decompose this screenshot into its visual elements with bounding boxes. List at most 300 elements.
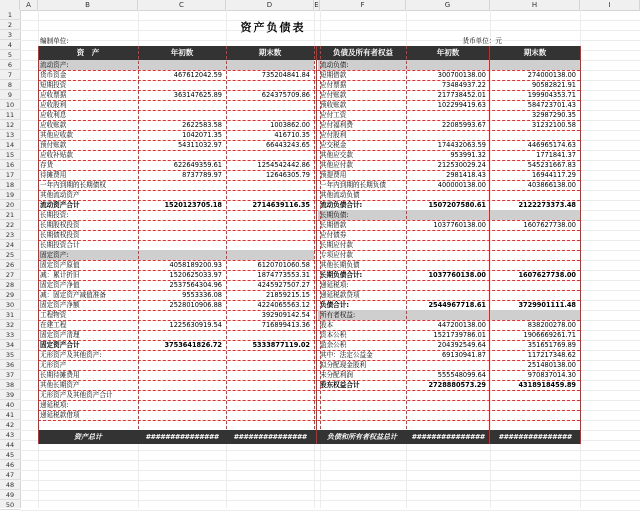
liab-total-label: 负债和所有者权益总计 xyxy=(327,433,397,441)
row-header-29[interactable]: 29 xyxy=(0,290,20,300)
liability-end-value[interactable]: 4318918459.89 xyxy=(518,381,576,389)
liability-end-value[interactable]: 32987290.35 xyxy=(531,111,576,119)
asset-end-value[interactable]: 735204841.84 xyxy=(261,71,310,79)
asset-label[interactable]: 固定资产清理 xyxy=(40,331,80,339)
column-header-a[interactable]: A xyxy=(20,0,38,10)
liability-begin-value[interactable]: 1521739786.01 xyxy=(433,331,486,339)
header-begin-liabilities: 年初数 xyxy=(436,48,460,57)
row-header-3[interactable]: 3 xyxy=(0,30,20,40)
liability-label[interactable]: 拟分配现金股利 xyxy=(320,361,367,369)
asset-label[interactable]: 长期投资合计 xyxy=(40,241,80,249)
asset-end-value[interactable]: 4224065563.12 xyxy=(257,301,310,309)
asset-label[interactable]: 长期股权投资 xyxy=(40,221,80,229)
liability-label[interactable]: 预提费用 xyxy=(320,171,347,179)
row-header-42[interactable]: 42 xyxy=(0,420,20,430)
asset-begin-value[interactable]: 9553336.08 xyxy=(182,291,222,299)
asset-begin-value[interactable]: 2528010906.88 xyxy=(169,301,222,309)
row-header-48[interactable]: 48 xyxy=(0,480,20,490)
liability-begin-value[interactable] xyxy=(406,231,486,239)
liability-begin-value[interactable]: 204392549.64 xyxy=(437,341,486,349)
asset-end-value[interactable] xyxy=(226,371,310,379)
liability-label[interactable]: 应付工资 xyxy=(320,111,347,119)
liability-begin-value[interactable]: 555548099.64 xyxy=(437,371,486,379)
header-end-liabilities: 期末数 xyxy=(523,48,547,57)
liability-end-value[interactable]: 446965174.63 xyxy=(527,141,576,149)
liability-label[interactable]: 所有者权益: xyxy=(320,311,356,319)
liability-begin-value[interactable]: 2981418.43 xyxy=(446,171,486,179)
liability-begin-value[interactable] xyxy=(406,361,486,369)
asset-end-value[interactable]: 716899413.36 xyxy=(261,321,310,329)
liability-label[interactable]: 应交税金 xyxy=(320,141,347,149)
asset-end-value[interactable] xyxy=(226,61,310,69)
asset-total-end[interactable]: ############### xyxy=(233,433,307,441)
liability-label[interactable]: 其他应付款 xyxy=(320,161,353,169)
asset-begin-value[interactable] xyxy=(138,381,222,389)
row-header-bar xyxy=(0,10,21,508)
liability-begin-value[interactable] xyxy=(406,241,486,249)
liability-begin-value[interactable] xyxy=(406,401,486,409)
liability-begin-value[interactable] xyxy=(406,281,486,289)
liability-begin-value[interactable]: 1037760138.00 xyxy=(433,221,486,229)
asset-label[interactable]: 存货 xyxy=(40,161,54,169)
asset-label[interactable]: 固定资产净额 xyxy=(40,301,80,309)
liability-label[interactable]: 递延税款贷项 xyxy=(320,291,360,299)
row-header-19[interactable]: 19 xyxy=(0,190,20,200)
liability-label[interactable]: 递延税项: xyxy=(320,281,349,289)
liability-begin-value[interactable] xyxy=(406,411,486,419)
liability-label[interactable]: 短期借款 xyxy=(320,71,347,79)
asset-begin-value[interactable] xyxy=(138,331,222,339)
row-header-45[interactable]: 45 xyxy=(0,450,20,460)
asset-end-value[interactable]: 66443243.65 xyxy=(265,141,310,149)
liability-end-value[interactable]: 2122273373.48 xyxy=(518,201,576,209)
row-header-23[interactable]: 23 xyxy=(0,230,20,240)
liability-begin-value[interactable] xyxy=(406,111,486,119)
row-header-21[interactable]: 21 xyxy=(0,210,20,220)
asset-begin-value[interactable]: 3753641826.72 xyxy=(164,341,222,349)
row-header-16[interactable]: 16 xyxy=(0,160,20,170)
liability-begin-value[interactable]: 22085993.67 xyxy=(441,121,486,129)
liability-end-value[interactable]: 1607627738.00 xyxy=(518,271,576,279)
row-header-11[interactable]: 11 xyxy=(0,110,20,120)
liability-end-value[interactable]: 199904353.71 xyxy=(527,91,576,99)
liability-begin-value[interactable] xyxy=(406,211,486,219)
row-header-28[interactable]: 28 xyxy=(0,280,20,290)
asset-label[interactable]: 长期债权投资 xyxy=(40,231,80,239)
row-header-44[interactable]: 44 xyxy=(0,440,20,450)
liability-label[interactable] xyxy=(320,391,406,399)
liability-label[interactable]: 应付票据 xyxy=(320,81,347,89)
asset-begin-value[interactable] xyxy=(138,191,222,199)
liability-end-value[interactable]: 1607627738.00 xyxy=(523,221,576,229)
liability-end-value[interactable]: 403866138.00 xyxy=(527,181,576,189)
liability-label[interactable]: 长期应付款 xyxy=(320,241,353,249)
asset-begin-value[interactable] xyxy=(138,361,222,369)
asset-begin-value[interactable] xyxy=(138,401,222,409)
liability-label[interactable]: 应付账款 xyxy=(320,91,347,99)
liability-begin-value[interactable]: 953991.32 xyxy=(450,151,486,159)
asset-label[interactable]: 在建工程 xyxy=(40,321,67,329)
asset-begin-value[interactable]: 8737789.97 xyxy=(182,171,222,179)
asset-begin-value[interactable]: 1225630919.54 xyxy=(169,321,222,329)
row-header-43[interactable]: 43 xyxy=(0,430,20,440)
asset-label[interactable]: 其他流动资产 xyxy=(40,191,80,199)
asset-label[interactable]: 工程物资 xyxy=(40,311,67,319)
liability-label[interactable]: 流动负债合计: xyxy=(320,201,363,209)
row-header-46[interactable]: 46 xyxy=(0,460,20,470)
row-header-5[interactable]: 5 xyxy=(0,50,20,60)
liability-label[interactable]: 其他长期负债 xyxy=(320,261,360,269)
liability-begin-value[interactable] xyxy=(406,191,486,199)
row-header-33[interactable]: 33 xyxy=(0,330,20,340)
liability-begin-value[interactable] xyxy=(406,61,486,69)
liability-label[interactable]: 流动负债: xyxy=(320,61,349,69)
asset-label[interactable]: 固定资产: xyxy=(40,251,69,259)
asset-begin-value[interactable]: 1520123705.18 xyxy=(164,201,222,209)
column-divider xyxy=(406,46,407,444)
liability-label[interactable] xyxy=(320,411,406,419)
asset-begin-value[interactable] xyxy=(138,391,222,399)
column-header-b[interactable]: B xyxy=(38,0,138,10)
liability-end-value[interactable] xyxy=(490,191,576,199)
liability-label[interactable]: 应付福利费 xyxy=(320,121,353,129)
asset-end-value[interactable] xyxy=(226,231,310,239)
asset-label[interactable]: 递延税款借项 xyxy=(40,411,80,419)
asset-end-value[interactable] xyxy=(226,221,310,229)
liability-end-value[interactable]: 16944117.29 xyxy=(531,171,576,179)
liability-end-value[interactable] xyxy=(490,241,576,249)
liability-begin-value[interactable] xyxy=(406,261,486,269)
liability-begin-value[interactable] xyxy=(406,311,486,319)
column-header-h[interactable]: H xyxy=(490,0,580,10)
asset-end-value[interactable] xyxy=(226,191,310,199)
asset-label[interactable]: 流动资产: xyxy=(40,61,69,69)
asset-label[interactable]: 流动资产合计 xyxy=(40,201,80,209)
liability-end-value[interactable]: 838200278.00 xyxy=(527,321,576,329)
liability-label[interactable]: 盈余公积 xyxy=(320,341,347,349)
row-header-47[interactable]: 47 xyxy=(0,470,20,480)
asset-end-value[interactable]: 5333877119.02 xyxy=(252,341,310,349)
asset-label[interactable]: 长期待摊费用 xyxy=(40,371,80,379)
asset-end-value[interactable] xyxy=(226,181,310,189)
gridline-row xyxy=(20,490,640,491)
liability-label[interactable]: 负债合计: xyxy=(320,301,350,309)
liability-begin-value[interactable]: 73484937.22 xyxy=(441,81,486,89)
asset-label[interactable]: 应收票据 xyxy=(40,91,67,99)
center-table-border xyxy=(316,46,317,444)
row-header-35[interactable]: 35 xyxy=(0,350,20,360)
row-header-31[interactable]: 31 xyxy=(0,310,20,320)
asset-end-value[interactable] xyxy=(226,251,310,259)
liability-label[interactable] xyxy=(320,401,406,409)
row-header-37[interactable]: 37 xyxy=(0,370,20,380)
liability-end-value[interactable] xyxy=(490,391,576,399)
asset-begin-value[interactable] xyxy=(138,251,222,259)
row-header-25[interactable]: 25 xyxy=(0,250,20,260)
liability-begin-value[interactable] xyxy=(406,291,486,299)
asset-label[interactable]: 应收股利 xyxy=(40,101,67,109)
liability-end-value[interactable]: 31232100.58 xyxy=(531,121,576,129)
asset-begin-value[interactable] xyxy=(138,61,222,69)
liability-end-value[interactable] xyxy=(490,261,576,269)
liability-begin-value[interactable]: 217738452.01 xyxy=(437,91,486,99)
asset-begin-value[interactable]: 54311032.97 xyxy=(177,141,222,149)
liability-label[interactable]: 长期负债合计: xyxy=(320,271,363,279)
asset-end-value[interactable] xyxy=(226,81,310,89)
liability-begin-value[interactable]: 300700138.00 xyxy=(437,71,486,79)
column-header-g[interactable]: G xyxy=(406,0,490,10)
asset-end-value[interactable]: 2714639116.35 xyxy=(252,201,310,209)
column-divider xyxy=(320,46,321,444)
liability-end-value[interactable]: 584723701.43 xyxy=(527,101,576,109)
liability-begin-value[interactable] xyxy=(406,251,486,259)
column-divider xyxy=(226,46,227,444)
asset-label[interactable]: 固定资产净值 xyxy=(40,281,80,289)
asset-end-value[interactable] xyxy=(226,241,310,249)
liability-end-value[interactable] xyxy=(490,251,576,259)
asset-label[interactable]: 应收补贴款 xyxy=(40,151,73,159)
liability-end-value[interactable] xyxy=(490,61,576,69)
row-header-20[interactable]: 20 xyxy=(0,200,20,210)
liability-label[interactable]: 其他流动负债 xyxy=(320,191,360,199)
liability-end-value[interactable] xyxy=(490,311,576,319)
asset-label[interactable]: 减：累计折旧 xyxy=(40,271,80,279)
asset-end-value[interactable] xyxy=(226,391,310,399)
asset-end-value[interactable] xyxy=(226,351,310,359)
asset-begin-value[interactable]: 363147625.89 xyxy=(173,91,222,99)
asset-label[interactable]: 待摊费用 xyxy=(40,171,67,179)
row-header-40[interactable]: 40 xyxy=(0,400,20,410)
gridline-row xyxy=(20,470,640,471)
liability-label[interactable]: 其中：法定公益金 xyxy=(320,351,373,359)
liability-end-value[interactable]: 970837014.30 xyxy=(527,371,576,379)
row-header-32[interactable]: 32 xyxy=(0,320,20,330)
asset-end-value[interactable]: 6120701060.58 xyxy=(257,261,310,269)
liability-label[interactable]: 其他应交款 xyxy=(320,151,353,159)
asset-begin-value[interactable] xyxy=(138,101,222,109)
row-header-30[interactable]: 30 xyxy=(0,300,20,310)
asset-end-value[interactable] xyxy=(226,401,310,409)
row-header-4[interactable]: 4 xyxy=(0,40,20,50)
liability-label[interactable]: 股本 xyxy=(320,321,334,329)
asset-end-value[interactable] xyxy=(226,111,310,119)
row-header-2[interactable]: 2 xyxy=(0,20,20,30)
asset-begin-value[interactable]: 2537564304.96 xyxy=(169,281,222,289)
liability-label[interactable]: 预收账款 xyxy=(320,101,347,109)
asset-label[interactable]: 一年内到期的长期债权 xyxy=(40,181,106,189)
liability-label[interactable]: 应付债券 xyxy=(320,231,347,239)
asset-end-value[interactable]: 392909142.54 xyxy=(261,311,310,319)
asset-label[interactable]: 固定资产合计 xyxy=(40,341,80,349)
row-header-18[interactable]: 18 xyxy=(0,180,20,190)
asset-end-value[interactable] xyxy=(226,151,310,159)
liability-end-value[interactable]: 117217348.62 xyxy=(527,351,576,359)
asset-label[interactable]: 无形资产及其他资产: xyxy=(40,351,102,359)
liability-begin-value[interactable]: 400000138.00 xyxy=(437,181,486,189)
asset-end-value[interactable] xyxy=(226,411,310,419)
row-header-24[interactable]: 24 xyxy=(0,240,20,250)
row-header-13[interactable]: 13 xyxy=(0,130,20,140)
asset-label[interactable]: 其他应收款 xyxy=(40,131,73,139)
liability-end-value[interactable]: 545231667.83 xyxy=(527,161,576,169)
sheet-title: 资产负债表 xyxy=(240,21,306,34)
asset-begin-value[interactable]: 2622583.58 xyxy=(182,121,222,129)
row-header-38[interactable]: 38 xyxy=(0,380,20,390)
asset-begin-value[interactable]: 622649359.61 xyxy=(173,161,222,169)
liability-begin-value[interactable] xyxy=(406,391,486,399)
liability-end-value[interactable] xyxy=(490,291,576,299)
asset-end-value[interactable] xyxy=(226,331,310,339)
asset-label[interactable]: 短期投资 xyxy=(40,81,67,89)
row-header-34[interactable]: 34 xyxy=(0,340,20,350)
asset-label[interactable]: 固定资产原值 xyxy=(40,261,80,269)
liability-label[interactable]: 专项应付款 xyxy=(320,251,353,259)
liability-end-value[interactable] xyxy=(490,401,576,409)
asset-label[interactable]: 应收利息 xyxy=(40,111,67,119)
asset-begin-value[interactable] xyxy=(138,181,222,189)
row-header-1[interactable]: 1 xyxy=(0,10,20,20)
liab-total-begin[interactable]: ############### xyxy=(411,433,485,441)
row-header-8[interactable]: 8 xyxy=(0,80,20,90)
asset-begin-value[interactable] xyxy=(138,81,222,89)
asset-end-value[interactable]: 1874773553.31 xyxy=(257,271,310,279)
asset-end-value[interactable]: 1003862.00 xyxy=(270,121,310,129)
liability-end-value[interactable] xyxy=(490,211,576,219)
asset-begin-value[interactable]: 4058189200.93 xyxy=(169,261,222,269)
liability-end-value[interactable]: 1771841.37 xyxy=(536,151,576,159)
row-header-9[interactable]: 9 xyxy=(0,90,20,100)
liability-label[interactable]: 一年内到期的长期负债 xyxy=(320,181,386,189)
select-all-corner[interactable] xyxy=(0,0,20,10)
row-header-27[interactable]: 27 xyxy=(0,270,20,280)
asset-end-value[interactable] xyxy=(226,381,310,389)
asset-begin-value[interactable] xyxy=(138,221,222,229)
asset-begin-value[interactable]: 467612042.59 xyxy=(173,71,222,79)
column-header-i[interactable]: I xyxy=(580,0,640,10)
asset-label[interactable]: 预付账款 xyxy=(40,141,67,149)
liability-label[interactable]: 长期负债: xyxy=(320,211,349,219)
row-header-50[interactable]: 50 xyxy=(0,500,20,510)
row-header-10[interactable]: 10 xyxy=(0,100,20,110)
liability-begin-value[interactable]: 102299419.63 xyxy=(437,101,486,109)
liability-end-value[interactable]: 90582821.91 xyxy=(531,81,576,89)
liability-begin-value[interactable] xyxy=(406,131,486,139)
liability-end-value[interactable] xyxy=(490,281,576,289)
liability-end-value[interactable]: 251480138.00 xyxy=(527,361,576,369)
asset-label[interactable]: 应收账款 xyxy=(40,121,67,129)
asset-begin-value[interactable] xyxy=(138,211,222,219)
liability-label[interactable]: 资本公积 xyxy=(320,331,347,339)
column-header-f[interactable]: F xyxy=(320,0,406,10)
liability-begin-value[interactable]: 447200138.00 xyxy=(437,321,486,329)
asset-end-value[interactable]: 21859215.15 xyxy=(265,291,310,299)
row-divider xyxy=(38,420,580,421)
liability-begin-value[interactable]: 1507207580.61 xyxy=(428,201,486,209)
row-header-22[interactable]: 22 xyxy=(0,220,20,230)
liability-label[interactable]: 未分配利润 xyxy=(320,371,353,379)
row-header-39[interactable]: 39 xyxy=(0,390,20,400)
row-header-26[interactable]: 26 xyxy=(0,260,20,270)
header-begin-assets: 年初数 xyxy=(170,48,194,57)
liability-end-value[interactable] xyxy=(490,231,576,239)
asset-begin-value[interactable] xyxy=(138,241,222,249)
asset-end-value[interactable]: 4245927507.27 xyxy=(257,281,310,289)
asset-begin-value[interactable] xyxy=(138,231,222,239)
asset-end-value[interactable]: 624375709.86 xyxy=(261,91,310,99)
asset-label[interactable]: 递延税项: xyxy=(40,401,69,409)
column-header-c[interactable]: C xyxy=(138,0,226,10)
asset-label[interactable]: 长期投资: xyxy=(40,211,69,219)
asset-label[interactable]: 减：固定资产减值准备 xyxy=(40,291,106,299)
asset-label[interactable]: 无形资产及其他资产合计 xyxy=(40,391,113,399)
row-header-36[interactable]: 36 xyxy=(0,360,20,370)
liability-end-value[interactable] xyxy=(490,411,576,419)
gridline-row xyxy=(20,460,640,461)
asset-label[interactable]: 货币资金 xyxy=(40,71,67,79)
asset-begin-value[interactable] xyxy=(138,411,222,419)
liability-label[interactable]: 应付股利 xyxy=(320,131,347,139)
asset-end-value[interactable]: 1254542442.86 xyxy=(257,161,310,169)
left-table-border xyxy=(38,46,39,444)
liability-begin-value[interactable]: 2544967718.61 xyxy=(428,301,486,309)
row-header-17[interactable]: 17 xyxy=(0,170,20,180)
row-header-14[interactable]: 14 xyxy=(0,140,20,150)
asset-label[interactable]: 无形资产 xyxy=(40,361,67,369)
header-liabilities: 负债及所有者权益 xyxy=(333,48,393,57)
asset-label[interactable]: 其他长期资产 xyxy=(40,381,80,389)
asset-end-value[interactable]: 416710.35 xyxy=(274,131,310,139)
liability-end-value[interactable]: 1906669261.71 xyxy=(523,331,576,339)
liability-begin-value[interactable]: 2728880573.29 xyxy=(428,381,486,389)
row-header-49[interactable]: 49 xyxy=(0,490,20,500)
row-header-6[interactable]: 6 xyxy=(0,60,20,70)
asset-begin-value[interactable] xyxy=(138,371,222,379)
right-table-border xyxy=(580,46,581,444)
column-header-d[interactable]: D xyxy=(226,0,314,10)
liability-begin-value[interactable]: 212530029.24 xyxy=(437,161,486,169)
column-header-e[interactable]: E xyxy=(314,1,319,9)
asset-end-value[interactable] xyxy=(226,101,310,109)
asset-end-value[interactable] xyxy=(226,211,310,219)
liability-end-value[interactable]: 351651769.89 xyxy=(527,341,576,349)
asset-total-begin[interactable]: ############### xyxy=(145,433,219,441)
asset-begin-value[interactable] xyxy=(138,151,222,159)
asset-begin-value[interactable] xyxy=(138,311,222,319)
row-header-41[interactable]: 41 xyxy=(0,410,20,420)
asset-begin-value[interactable] xyxy=(138,351,222,359)
liab-total-end[interactable]: ############### xyxy=(498,433,572,441)
row-header-12[interactable]: 12 xyxy=(0,120,20,130)
liability-label[interactable]: 长期借款 xyxy=(320,221,347,229)
liability-end-value[interactable]: 3729901111.48 xyxy=(518,301,576,309)
gridline-row xyxy=(20,480,640,481)
asset-begin-value[interactable] xyxy=(138,111,222,119)
asset-end-value[interactable]: 12646305.79 xyxy=(265,171,310,179)
liability-label[interactable]: 股东权益合计 xyxy=(320,381,360,389)
asset-begin-value[interactable]: 1520625033.97 xyxy=(169,271,222,279)
gridline-row xyxy=(20,450,640,451)
liability-end-value[interactable] xyxy=(490,131,576,139)
asset-begin-value[interactable]: 1042071.35 xyxy=(182,131,222,139)
row-header-15[interactable]: 15 xyxy=(0,150,20,160)
liability-end-value[interactable]: 274000138.00 xyxy=(527,71,576,79)
column-divider xyxy=(314,46,315,444)
asset-end-value[interactable] xyxy=(226,361,310,369)
row-header-7[interactable]: 7 xyxy=(0,70,20,80)
liability-begin-value[interactable]: 69130941.87 xyxy=(441,351,486,359)
liability-begin-value[interactable]: 174432063.59 xyxy=(437,141,486,149)
liability-begin-value[interactable]: 1037760138.00 xyxy=(428,271,486,279)
